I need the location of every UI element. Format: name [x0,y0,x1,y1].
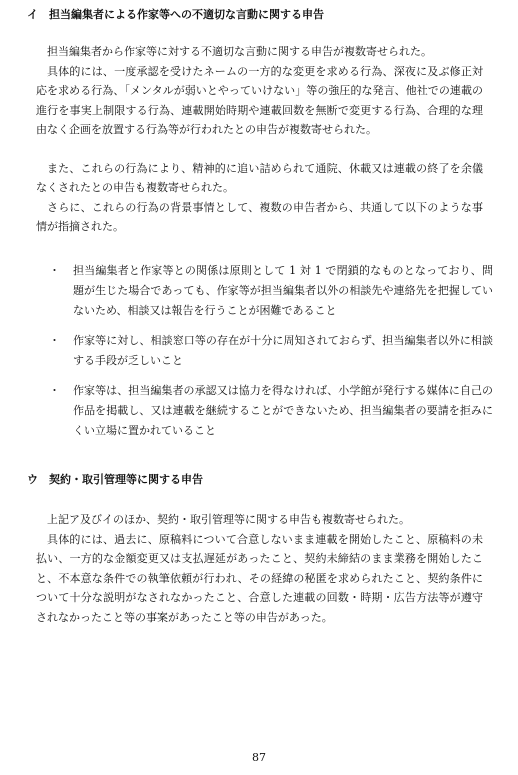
bullet-text: 作家等に対し、相談窓口等の存在が十分に周知されておらず、担当編集者以外に相談する手段が乏しいこと [73,334,493,367]
section-i-paragraph-4: さらに、これらの行為の背景事情として、複数の申告者から、共通して以下のような事情が指摘された。 [36,201,483,234]
page-number: 87 [252,751,266,764]
section-i-paragraph-3: また、これらの行為により、精神的に追い詰められて通院、休載又は連載の終了を余儀なくされたとの申告も複数寄せられた。 [36,162,483,195]
section-u-paragraph-1: 上記ア及びイのほか、契約・取引管理等に関する申告も複数寄せられた。 [47,513,410,526]
bullet-text: 作家等は、担当編集者の承認又は協力を得なければ、小学館が発行する媒体に自己の作品を掲載し、又は連載を継続することができないため、担当編集者の要請を拒みにくい立場に置かれていること [73,384,493,437]
section-i-heading: イ 担当編集者による作家等への不適切な言動に関する申告 [27,8,324,21]
bullet-marker: ・ [49,264,60,277]
section-i-paragraph-1: 担当編集者から作家等に対する不適切な言動に関する申告が複数寄せられた。 [47,45,432,58]
bullet-marker: ・ [49,384,60,397]
section-u-paragraph-2: 具体的には、過去に、原稿料について合意しないまま連載を開始したこと、原稿料の未払い、一方的な金額変更又は支払遅延があったこと、契約未締結のまま業務を開始したこと、不本意な条件での執筆依頼が行われ、その経緯の秘匿を求められたこと、契約条件について十分な説明がなされなかったこと、合意した連載の回数・時期・広告方法等が遵守されなかったこと等の事案があったこと等の申告があった。 [36,533,483,624]
bullet-marker: ・ [49,334,60,347]
bullet-text: 担当編集者と作家等との関係は原則として 1 対 1 で閉鎖的なものとなっており、問題が生じた場合であっても、作家等が担当編集者以外の相談先や連絡先を把握していないため、相談又は報告を行うことが困難であること [73,264,493,317]
section-u-heading: ウ 契約・取引管理等に関する申告 [27,473,203,486]
section-i-paragraph-2: 具体的には、一度承認を受けたネームの一方的な変更を求める行為、深夜に及ぶ修正対応を求める行為、「メンタルが弱いとやっていけない」等の強圧的な発言、他社での連載の進行を事実上制限する行為、連載開始時期や連載回数を無断で変更する行為、合理的な理由なく企画を放置する行為等が行われたとの申告が複数寄せられた。 [36,65,483,137]
section-i-bullet-item-2 [49,331,493,371]
section-i-bullet-item-3 [49,381,493,441]
section-i-bullet-item-1 [49,261,493,321]
